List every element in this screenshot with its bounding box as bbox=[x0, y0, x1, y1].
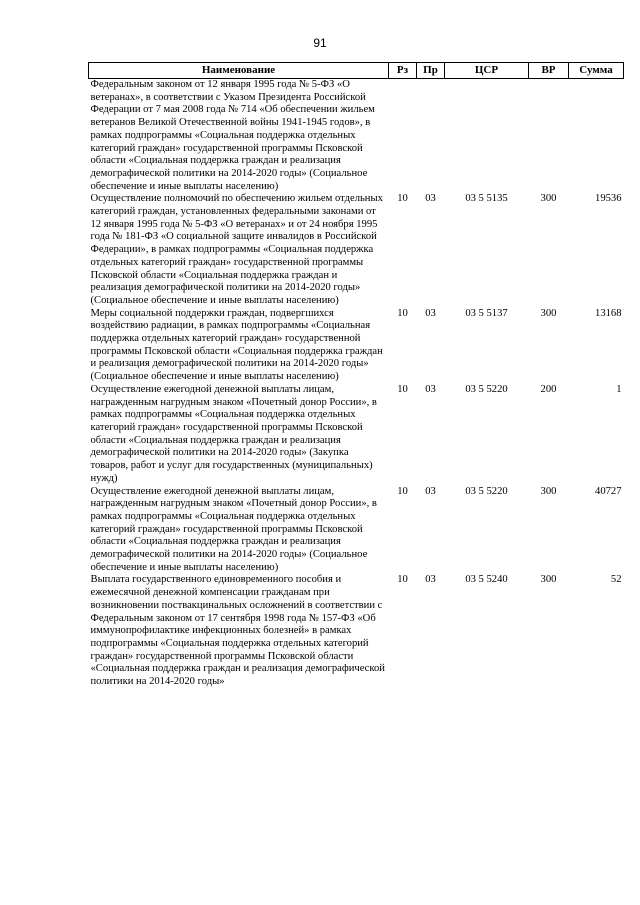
row-name: Осуществление ежегодной денежной выплаты лицам, награжденным нагрудным знаком «Почетный донор России», в рамках подпрограммы «Социальная поддержка отдельных категорий граждан» государственной программы Псковской области «Социальная поддержка граждан и реализация демографической политики на 2014-2020 годы» (Социальное обеспечение и иные выплаты населению) bbox=[90, 485, 377, 573]
row-rz: 10 bbox=[397, 574, 408, 586]
table-row bbox=[89, 384, 624, 486]
row-rz: 10 bbox=[397, 485, 408, 497]
row-csr: 03 5 5137 bbox=[465, 307, 508, 319]
header-rz: Рз bbox=[389, 63, 417, 79]
row-vr: 300 bbox=[540, 307, 557, 319]
header-pr: Пр bbox=[417, 63, 445, 79]
row-sum: 19536 bbox=[595, 193, 622, 205]
row-pr bbox=[417, 79, 445, 194]
row-name: Осуществление полномочий по обеспечению жильем отдельных категорий граждан, установленных федеральными законами от 12 января 1995 года № 5-ФЗ «О ветеранах» и от 24 ноября 1995 года № 181-ФЗ «О социальной защите инвалидов в Российской Федерации», в рамках подпрограммы «Социальная поддержка отдельных категорий граждан» государственной программы Псковской области «Социальная поддержка граждан и реализация демографической политики на 2014-2020 годы» (Социальное обеспечение и иные выплаты населению) bbox=[90, 193, 383, 306]
table-row bbox=[89, 79, 624, 194]
page-number: 91 bbox=[313, 36, 327, 50]
row-vr bbox=[529, 79, 569, 194]
row-rz bbox=[389, 79, 417, 194]
row-vr: 200 bbox=[540, 383, 557, 395]
row-rz: 10 bbox=[397, 193, 408, 205]
row-rz: 10 bbox=[397, 383, 408, 395]
header-sum: Сумма bbox=[569, 63, 624, 79]
row-pr: 03 bbox=[425, 485, 436, 497]
row-csr: 03 5 5240 bbox=[465, 574, 508, 586]
row-sum: 1 bbox=[616, 383, 622, 395]
row-name: Выплата государственного единовременного пособия и ежемесячной денежной компенсации гражданам при возникновении поствакцинальных осложнений в соответствии с Федеральным законом от 17 сентября 1998 года № 157-ФЗ «Об иммунопрофилактике инфекционных болезней» в рамках подпрограммы «Социальная поддержка отдельных категорий граждан» государственной программы Псковской области «Социальная поддержка граждан и реализация демографической политики на 2014-2020 годы» bbox=[90, 574, 385, 688]
row-name: Осуществление ежегодной денежной выплаты лицам, награжденным нагрудным знаком «Почетный донор России», в рамках подпрограммы «Социальная поддержка отдельных категорий граждан» государственной программы Псковской области «Социальная поддержка граждан и реализация демографической политики на 2014-2020 годы» (Закупка товаров, работ и услуг для государственных (муниципальных) нужд) bbox=[90, 383, 377, 484]
row-sum: 13168 bbox=[595, 307, 622, 319]
budget-table bbox=[88, 62, 624, 689]
row-vr: 300 bbox=[540, 193, 557, 205]
header-csr: ЦСР bbox=[445, 63, 529, 79]
row-vr: 300 bbox=[540, 574, 557, 586]
row-csr bbox=[445, 79, 529, 194]
header-vr: ВР bbox=[529, 63, 569, 79]
row-pr: 03 bbox=[425, 193, 436, 205]
header-name: Наименование bbox=[89, 63, 389, 79]
table-row bbox=[89, 193, 624, 307]
table-row bbox=[89, 308, 624, 384]
row-csr: 03 5 5135 bbox=[465, 193, 508, 205]
row-vr: 300 bbox=[540, 485, 557, 497]
row-pr: 03 bbox=[425, 383, 436, 395]
table-row bbox=[89, 486, 624, 575]
row-pr: 03 bbox=[425, 574, 436, 586]
row-name: Меры социальной поддержки граждан, подвергшихся воздействию радиации, в рамках подпрограммы «Социальная поддержка отдельных категорий граждан» государственной программы Псковской области «Социальная поддержка граждан и реализация демографической политики на 2014-2020 годы» (Социальное обеспечение и иные выплаты населению) bbox=[90, 307, 383, 383]
row-name: Федеральным законом от 12 января 1995 года № 5-ФЗ «О ветеранах», в соответствии с Указом Президента Российской Федерации от 7 мая 2008 года № 714 «Об обеспечении жильем ветеранов Великой Отечественной войны 1941-1945 годов», в рамках подпрограммы «Социальная поддержка отдельных категорий граждан» государственной программы Псковской области «Социальная поддержка граждан и реализация демографической политики на 2014-2020 годы» (Социальное обеспечение и иные выплаты населению) bbox=[90, 79, 375, 192]
row-sum: 40727 bbox=[595, 485, 622, 497]
row-sum: 52 bbox=[610, 574, 622, 586]
table-row bbox=[89, 574, 624, 688]
table-header-row bbox=[89, 63, 624, 79]
row-pr: 03 bbox=[425, 307, 436, 319]
row-csr: 03 5 5220 bbox=[465, 485, 508, 497]
row-csr: 03 5 5220 bbox=[465, 383, 508, 395]
row-sum bbox=[569, 79, 624, 194]
row-rz: 10 bbox=[397, 307, 408, 319]
